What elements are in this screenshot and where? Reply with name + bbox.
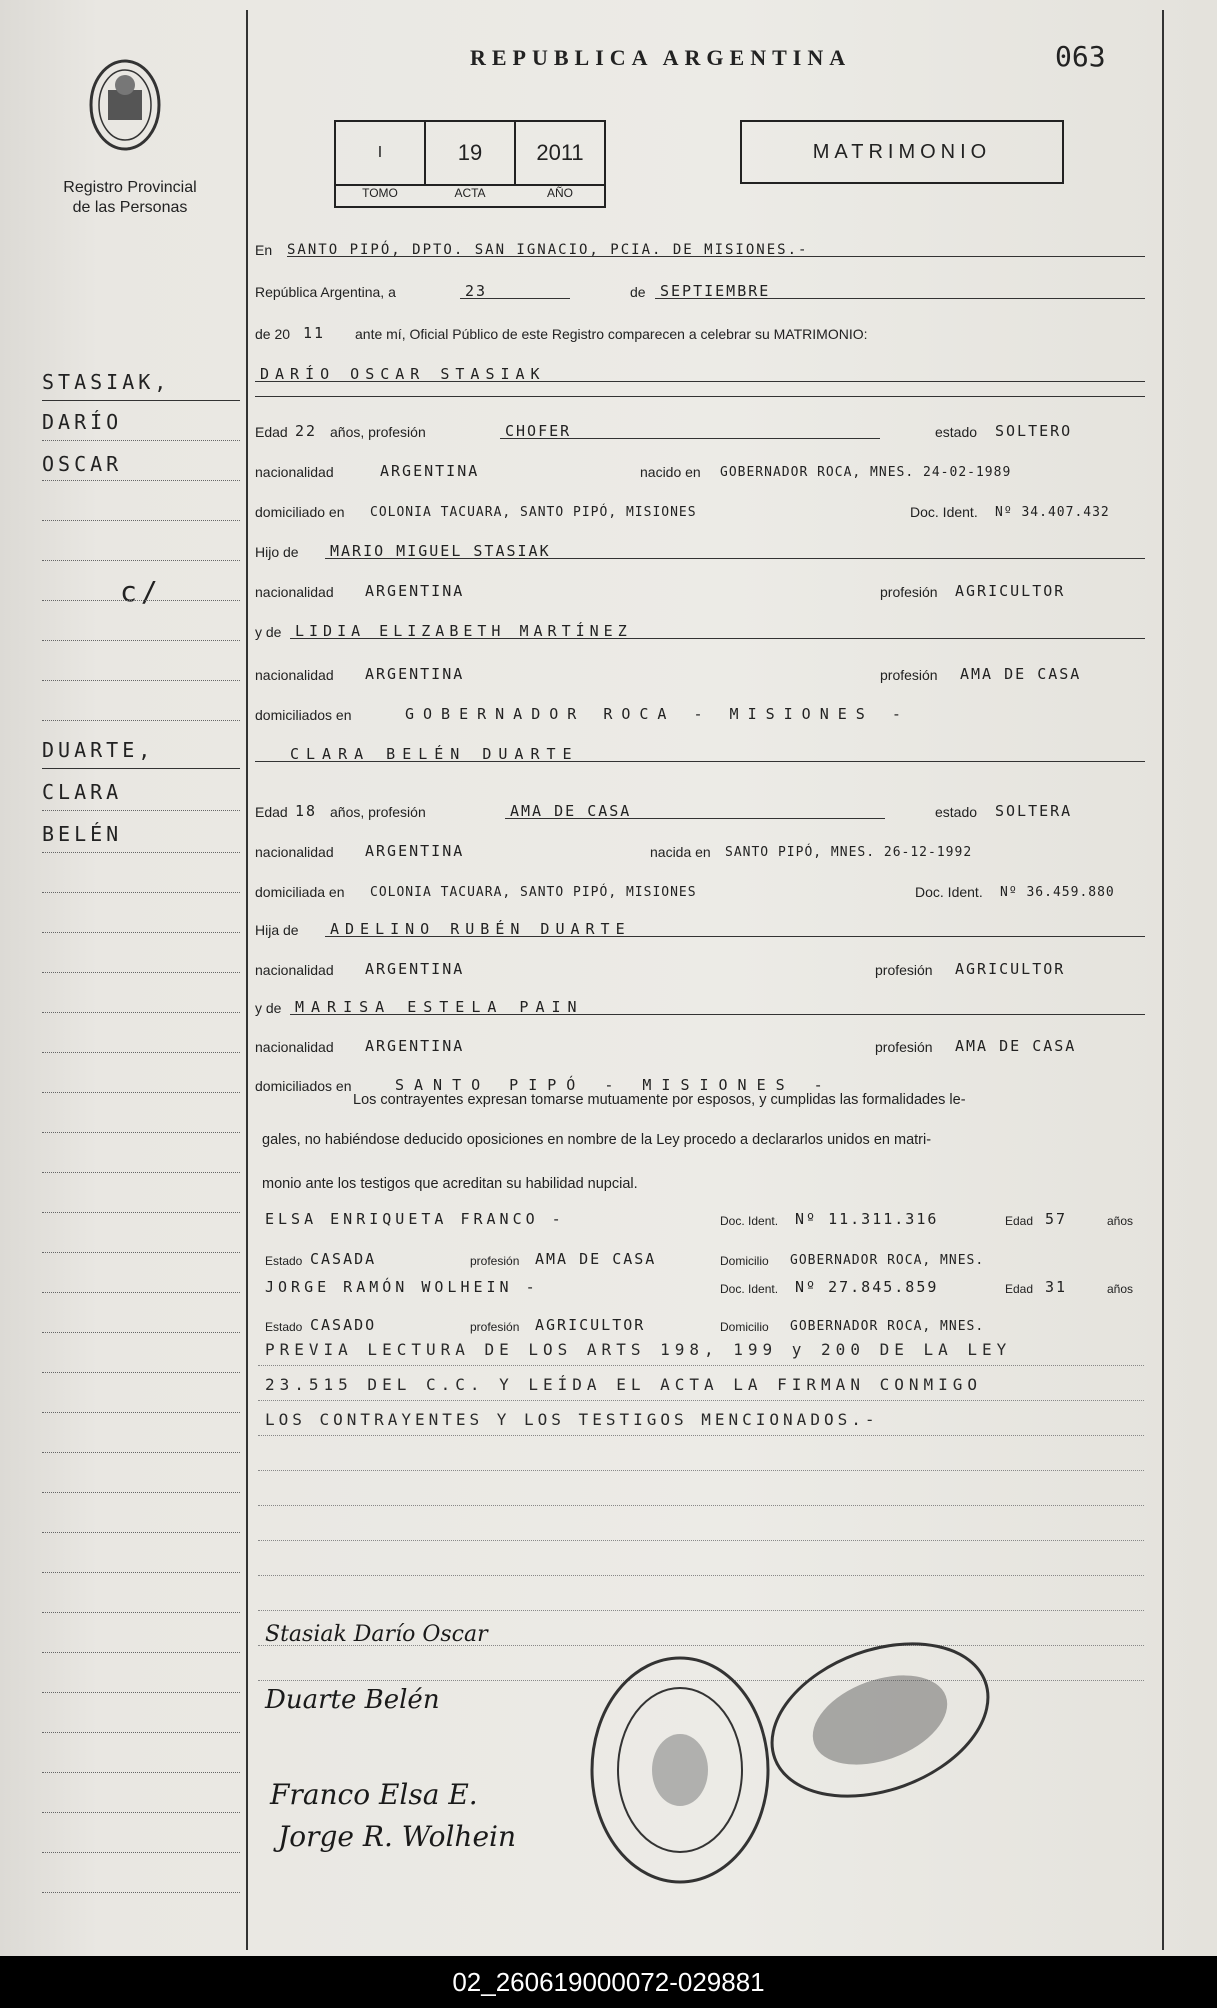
groom-age: 22 xyxy=(295,422,318,440)
republic-label: República Argentina, a xyxy=(255,284,396,300)
groom-parents-dom-row xyxy=(255,695,1145,725)
margin-line xyxy=(42,1772,240,1773)
w2-estado-label: Estado xyxy=(265,1320,303,1334)
bride-mother-nat-row xyxy=(255,1027,1145,1057)
groom-mother-row xyxy=(255,612,1145,642)
margin-line xyxy=(42,1372,240,1373)
witness2-prof: AGRICULTOR xyxy=(535,1316,646,1334)
place-line xyxy=(287,256,1145,257)
dom-label: domiciliada en xyxy=(255,884,345,900)
mother-prof-label: profesión xyxy=(875,1039,933,1055)
bride-mother-row xyxy=(255,988,1145,1018)
registry-name xyxy=(40,178,220,218)
estado-label: estado xyxy=(935,804,978,820)
bride-father-row xyxy=(255,910,1145,940)
margin-line xyxy=(42,1292,240,1293)
margin-line xyxy=(42,560,240,561)
w1-age-label: Edad xyxy=(1005,1214,1034,1228)
country-title: REPUBLICA ARGENTINA xyxy=(470,45,852,70)
margin-line xyxy=(42,400,240,401)
place-value: SANTO PIPÓ, DPTO. SAN IGNACIO, PCIA. DE MISIONES.- xyxy=(287,242,809,258)
declaration-line1: Los contrayentes expresan tomarse mutuamente por esposos, y cumplidas las formalidades le- xyxy=(353,1092,966,1108)
bride-mother: MARISA ESTELA PAIN xyxy=(295,998,584,1016)
signature-witness2: Jorge R. Wolhein xyxy=(278,1820,517,1853)
profession-line xyxy=(500,438,880,439)
bride-father: ADELINO RUBÉN DUARTE xyxy=(330,920,631,938)
mother-line xyxy=(290,638,1145,639)
father-nac-label: nacionalidad xyxy=(255,962,334,978)
witness2-age: 31 xyxy=(1045,1278,1068,1296)
year-suffix: 11 xyxy=(303,324,326,342)
w2-dom-label: Domicilio xyxy=(720,1320,769,1334)
bride-nationality: ARGENTINA xyxy=(365,842,465,860)
ruled-line xyxy=(258,1435,1144,1436)
provincial-seal-icon xyxy=(80,50,170,160)
groom-domicile: COLONIA TACUARA, SANTO PIPÓ, MISIONES xyxy=(370,505,697,520)
groom-estado: SOLTERO xyxy=(995,422,1073,440)
w1-doc-label: Doc. Ident. xyxy=(720,1214,779,1228)
w1-estado-label: Estado xyxy=(265,1254,303,1268)
age-label: Edad xyxy=(255,424,288,440)
margin-line xyxy=(42,972,240,973)
groom-profession: CHOFER xyxy=(505,422,572,440)
w2-age-suffix: años xyxy=(1107,1282,1134,1296)
bride-age: 18 xyxy=(295,802,318,820)
age-suffix: años, profesión xyxy=(330,804,426,820)
margin-line xyxy=(42,440,240,441)
ruled-line xyxy=(258,1540,1144,1541)
margin-line xyxy=(42,1892,240,1893)
groom-domicile-row xyxy=(255,492,1145,522)
month-line xyxy=(655,298,1145,299)
witness2-dom: GOBERNADOR ROCA, MNES. xyxy=(790,1319,985,1334)
groom-full-name: DARÍO OSCAR STASIAK xyxy=(260,365,546,383)
closing-line1: PREVIA LECTURA DE LOS ARTS 198, 199 y 200 DE LA LEY xyxy=(265,1340,1012,1359)
yde-label: y de xyxy=(255,1000,282,1016)
w1-prof-label: profesión xyxy=(470,1254,520,1268)
groom-nationality: ARGENTINA xyxy=(380,462,480,480)
declaration-line2: gales, no habiéndose deducido oposiciones en nombre de la Ley procedo a declararlos unidos en matri- xyxy=(262,1132,932,1148)
groom-father-profession: AGRICULTOR xyxy=(955,582,1066,600)
mother-nac-label: nacionalidad xyxy=(255,667,334,683)
bride-domicile: COLONIA TACUARA, SANTO PIPÓ, MISIONES xyxy=(370,885,697,900)
official-stamp-icon xyxy=(760,1640,1000,1800)
margin-divider xyxy=(246,10,248,1950)
margin-line xyxy=(42,852,240,853)
bride-doc: Nº 36.459.880 xyxy=(1000,885,1115,900)
doc-label: Doc. Ident. xyxy=(910,504,978,520)
nac-label: nacionalidad xyxy=(255,464,334,480)
w1-dom-label: Domicilio xyxy=(720,1254,769,1268)
mother-nac-label: nacionalidad xyxy=(255,1039,334,1055)
born-label: nacido en xyxy=(640,464,701,480)
bride-profession: AMA DE CASA xyxy=(510,802,632,820)
margin-line xyxy=(42,1812,240,1813)
bride-parents-domicile: SANTO PIPÓ - MISIONES - xyxy=(395,1076,833,1094)
bride-full-name: CLARA BELÉN DUARTE xyxy=(290,745,579,763)
bride-mother-profession: AMA DE CASA xyxy=(955,1037,1077,1055)
bride-estado: SOLTERA xyxy=(995,802,1073,820)
margin-groom-name2: OSCAR xyxy=(42,452,123,476)
section-divider xyxy=(255,396,1145,397)
margin-line xyxy=(42,810,240,811)
witness2-name: JORGE RAMÓN WOLHEIN - xyxy=(265,1278,539,1296)
bride-domicile-row xyxy=(255,872,1145,902)
witness2-doc: Nº 27.845.859 xyxy=(795,1278,939,1296)
ruled-line xyxy=(258,1400,1144,1401)
mother-line xyxy=(290,1014,1145,1015)
margin-line xyxy=(42,1692,240,1693)
father-nac-label: nacionalidad xyxy=(255,584,334,600)
w2-prof-label: profesión xyxy=(470,1320,520,1334)
bride-mother-nationality: ARGENTINA xyxy=(365,1037,465,1055)
witness1-details-row xyxy=(255,1240,1145,1270)
witness2-details-row xyxy=(255,1306,1145,1336)
w1-age-suffix: años xyxy=(1107,1214,1134,1228)
day-line xyxy=(460,298,570,299)
bride-nationality-row xyxy=(255,832,1145,862)
tomo-label: TOMO xyxy=(362,186,398,200)
margin-line xyxy=(42,1532,240,1533)
margin-line xyxy=(42,1212,240,1213)
margin-groom-name1: DARÍO xyxy=(42,410,123,434)
document-id-footer: 02_260619000072-029881 xyxy=(0,1956,1217,2008)
registry-line1: Registro Provincial xyxy=(63,179,197,196)
yde-label: y de xyxy=(255,624,282,640)
parents-dom-label: domiciliados en xyxy=(255,1078,352,1094)
bride-father-profession: AGRICULTOR xyxy=(955,960,1066,978)
acta-value: 19 xyxy=(426,122,516,184)
parent-label: Hijo de xyxy=(255,544,299,560)
groom-mother-profession: AMA DE CASA xyxy=(960,665,1082,683)
groom-born: GOBERNADOR ROCA, MNES. 24-02-1989 xyxy=(720,465,1012,480)
margin-line xyxy=(42,1092,240,1093)
month-value: SEPTIEMBRE xyxy=(660,282,771,300)
ruled-line xyxy=(258,1365,1144,1366)
margin-bride-name1: CLARA xyxy=(42,780,123,804)
year-prefix: de 20 xyxy=(255,326,291,342)
margin-line xyxy=(42,1252,240,1253)
margin-line xyxy=(42,1332,240,1333)
en-label: En xyxy=(255,242,273,258)
declaration-line3: monio ante los testigos que acreditan su habilidad nupcial. xyxy=(262,1176,638,1192)
age-label: Edad xyxy=(255,804,288,820)
prof-label: profesión xyxy=(875,962,933,978)
signature-witness1: Franco Elsa E. xyxy=(270,1778,478,1811)
parents-dom-label: domiciliados en xyxy=(255,707,352,723)
year-text: ante mí, Oficial Público de este Registro comparecen a celebrar su MATRIMONIO: xyxy=(355,326,868,342)
groom-father-nationality: ARGENTINA xyxy=(365,582,465,600)
margin-line xyxy=(42,1172,240,1173)
groom-father-row xyxy=(255,532,1145,562)
bride-age-row xyxy=(255,792,1145,822)
bride-father-nationality: ARGENTINA xyxy=(365,960,465,978)
page-number: 063 xyxy=(1055,40,1106,73)
witness1-estado: CASADA xyxy=(310,1250,377,1268)
groom-mother-nat-row xyxy=(255,655,1145,685)
margin-line xyxy=(42,1572,240,1573)
witness1-age: 57 xyxy=(1045,1210,1068,1228)
groom-doc: Nº 34.407.432 xyxy=(995,505,1110,520)
groom-name-row xyxy=(255,355,1145,385)
age-suffix: años, profesión xyxy=(330,424,426,440)
mother-prof-label: profesión xyxy=(880,667,938,683)
margin-line xyxy=(42,1132,240,1133)
bride-born: SANTO PIPÓ, MNES. 26-12-1992 xyxy=(725,845,973,860)
groom-name-line xyxy=(255,381,1145,382)
bride-father-nat-row xyxy=(255,950,1145,980)
act-type-box: MATRIMONIO xyxy=(740,120,1064,184)
witness1-prof: AMA DE CASA xyxy=(535,1250,657,1268)
margin-line xyxy=(42,1612,240,1613)
groom-nationality-row xyxy=(255,452,1145,482)
groom-father: MARIO MIGUEL STASIAK xyxy=(330,542,551,560)
margin-line xyxy=(42,520,240,521)
ruled-line xyxy=(258,1505,1144,1506)
acta-label: ACTA xyxy=(454,186,486,200)
tomo-value: I xyxy=(336,122,426,184)
w2-doc-label: Doc. Ident. xyxy=(720,1282,779,1296)
ano-value: 2011 xyxy=(536,140,584,165)
right-border xyxy=(1162,10,1164,1950)
witness1-doc: Nº 11.311.316 xyxy=(795,1210,939,1228)
parent-label: Hija de xyxy=(255,922,299,938)
groom-parents-domicile: GOBERNADOR ROCA - MISIONES - xyxy=(405,705,910,723)
margin-line xyxy=(42,480,240,481)
estado-label: estado xyxy=(935,424,978,440)
margin-line xyxy=(42,932,240,933)
margin-line xyxy=(42,1652,240,1653)
closing-line2: 23.515 DEL C.C. Y LEÍDA EL ACTA LA FIRMAN CONMIGO xyxy=(265,1375,983,1394)
registry-line2: de las Personas xyxy=(72,199,188,216)
dom-label: domiciliado en xyxy=(255,504,345,520)
date-row xyxy=(255,272,1145,302)
margin-line xyxy=(42,1412,240,1413)
w2-age-label: Edad xyxy=(1005,1282,1034,1296)
margin-conj: c/ xyxy=(120,575,162,608)
margin-line xyxy=(42,1852,240,1853)
margin-line xyxy=(42,1452,240,1453)
bride-name-row xyxy=(255,735,1145,765)
de-label: de xyxy=(630,284,646,300)
doc-label: Doc. Ident. xyxy=(915,884,983,900)
margin-groom-surname: STASIAK, xyxy=(42,370,171,394)
groom-mother: LIDIA ELIZABETH MARTÍNEZ xyxy=(295,622,632,640)
margin-line xyxy=(42,680,240,681)
margin-line xyxy=(42,1732,240,1733)
margin-line xyxy=(42,600,240,601)
margin-line xyxy=(42,1052,240,1053)
ruled-line xyxy=(258,1575,1144,1576)
ruled-line xyxy=(258,1610,1144,1611)
margin-line xyxy=(42,1012,240,1013)
witness2-estado: CASADO xyxy=(310,1316,377,1334)
margin-bride-surname: DUARTE, xyxy=(42,738,155,762)
bride-name-line xyxy=(255,761,1145,762)
father-line xyxy=(325,558,1145,559)
margin-line xyxy=(42,1492,240,1493)
signature-bride: Duarte Belén xyxy=(265,1685,440,1715)
father-line xyxy=(325,936,1145,937)
prof-label: profesión xyxy=(880,584,938,600)
profession-line xyxy=(505,818,885,819)
witness1-dom: GOBERNADOR ROCA, MNES. xyxy=(790,1253,985,1268)
year-row xyxy=(255,314,1145,344)
ano-label: AÑO xyxy=(546,186,573,200)
registry-seal-icon xyxy=(585,1650,775,1890)
day-value: 23 xyxy=(465,282,488,300)
margin-line xyxy=(42,892,240,893)
place-row xyxy=(255,230,1145,260)
ruled-line xyxy=(258,1470,1144,1471)
margin-bride-name2: BELÉN xyxy=(42,822,123,846)
witness1-name: ELSA ENRIQUETA FRANCO - xyxy=(265,1210,565,1228)
nac-label: nacionalidad xyxy=(255,844,334,860)
margin-line xyxy=(42,768,240,769)
closing-line3: LOS CONTRAYENTES Y LOS TESTIGOS MENCIONADOS.- xyxy=(265,1410,879,1429)
witness2-row xyxy=(255,1268,1145,1298)
margin-line xyxy=(42,640,240,641)
born-label: nacida en xyxy=(650,844,711,860)
witness1-row xyxy=(255,1200,1145,1230)
groom-father-nat-row xyxy=(255,572,1145,602)
groom-age-row xyxy=(255,412,1145,442)
margin-line xyxy=(42,720,240,721)
signature-groom: Stasiak Darío Oscar xyxy=(265,1622,488,1647)
act-reference-box xyxy=(334,120,606,208)
groom-mother-nationality: ARGENTINA xyxy=(365,665,465,683)
